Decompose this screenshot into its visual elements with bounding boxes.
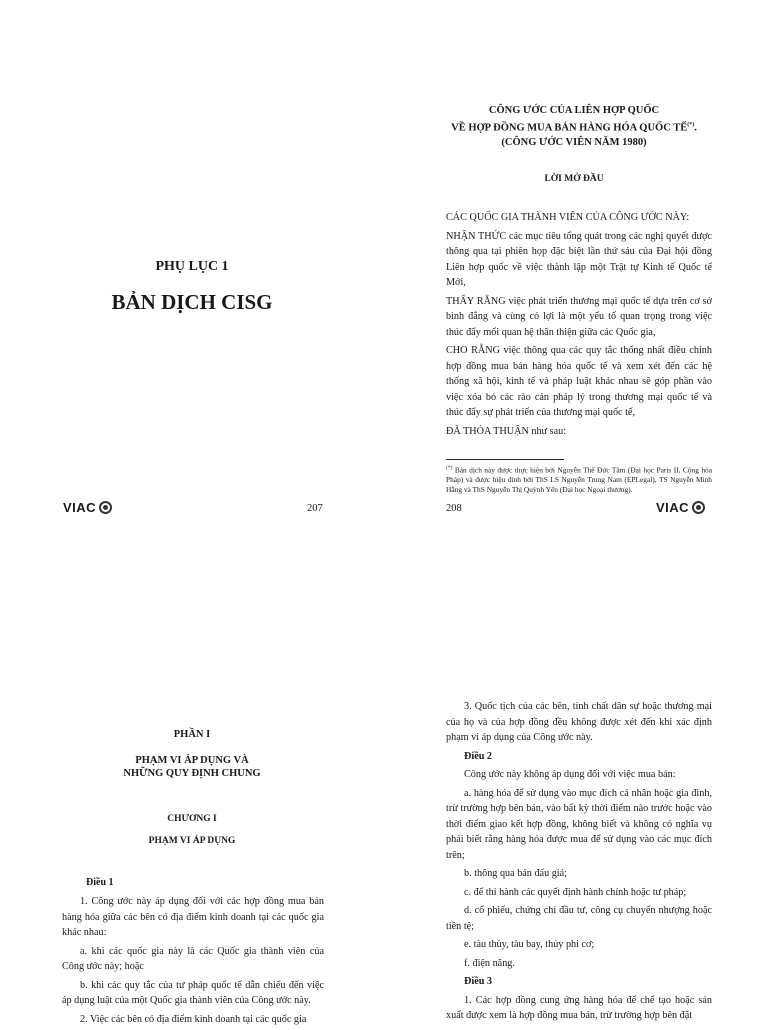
title-line-3: (CÔNG ƯỚC VIÊN NĂM 1980) xyxy=(501,136,647,148)
page-210 xyxy=(384,520,768,1024)
chapter-heading: CHƯƠNG I xyxy=(167,814,217,824)
clause: d. cổ phiếu, chứng chỉ đầu tư, công cụ chuyển nhượng hoặc tiền tệ; xyxy=(446,905,712,932)
clause: b. khi các quy tắc của tư pháp quốc tế dẫn chiếu đến việc áp dụng luật của một Quốc gia thành viên của Công ước này. xyxy=(62,979,324,1006)
preamble-paragraph: CHO RẰNG việc thông qua các quy tắc thống nhất điều chỉnh hợp đồng mua bán hàng hóa quốc tế và xem xét đến các hệ thống xã hội, kinh tế và pháp luật khác nhau sẽ góp phần vào việc xóa bỏ các rào cản pháp lý trong thương mại quốc tế và thúc đẩy sự phát triển của thương mại quốc tế, xyxy=(446,345,712,418)
viac-logo: VIAC xyxy=(656,500,705,515)
part-title: PHẠM VI ÁP DỤNG VÀ NHỮNG QUY ĐỊNH CHUNG xyxy=(123,755,261,779)
clause: a. khi các quốc gia này là các Quốc gia thành viên của Công ước này; hoặc xyxy=(62,945,324,972)
article-body xyxy=(62,894,324,1030)
article-heading: Điều 2 xyxy=(464,750,493,762)
footnote-ref: (*) xyxy=(687,122,695,128)
clause: 1. Các hợp đồng cung ứng hàng hóa để chế tạo hoặc sản xuất được xem là hợp đồng mua bán, trừ trường hợp bên đặt xyxy=(446,994,712,1021)
viac-emblem-icon xyxy=(99,501,112,514)
page-207 xyxy=(0,0,384,520)
appendix-heading: PHỤ LỤC 1 xyxy=(155,259,229,274)
clause: 3. Quốc tịch của các bên, tính chất dân sự hoặc thương mại của họ và của hợp đồng đều không được xét đến khi xác định phạm vi áp dụng của Công ước này. xyxy=(446,701,712,743)
preamble-paragraph: THẤY RẰNG việc phát triển thương mại quốc tế dựa trên cơ sở bình đẳng và cùng có lợi là một yếu tố quan trọng trong việc thúc đẩy mối quan hệ thân thiện giữa các Quốc gia, xyxy=(446,295,712,338)
viac-emblem-icon xyxy=(692,501,705,514)
clause: c. để thi hành các quyết định hành chính hoặc tư pháp; xyxy=(464,886,687,898)
convention-title xyxy=(424,104,724,150)
clause: e. tàu thủy, tàu bay, thủy phi cơ; xyxy=(464,939,595,950)
page-number: 207 xyxy=(307,503,323,514)
footnote-marker: (*) xyxy=(446,465,453,471)
page-208 xyxy=(384,0,768,520)
page-number: 208 xyxy=(446,503,462,514)
page-209 xyxy=(0,520,384,1024)
clause: 1. Công ước này áp dụng đối với các hợp đồng mua bán hàng hóa giữa các bên có địa điểm kinh doanh tại các quốc gia khác nhau: xyxy=(62,896,324,938)
footnote xyxy=(446,463,712,495)
article-heading: Điều 3 xyxy=(464,976,493,987)
preamble-heading: LỜI MỞ ĐẦU xyxy=(544,174,604,184)
clause: a. hàng hóa để sử dụng vào mục đích cá nhân hoặc gia đình, trừ trường hợp bên bán, vào bất kỳ thời điểm nào trước hoặc vào thời điểm giao kết hợp đồng, không biết và không có nghĩa vụ phải biết rằng hàng hóa được mua để sử dụng vào các mục đích trên; xyxy=(446,787,712,861)
footnote-rule xyxy=(446,459,564,460)
clause: b. thông qua bán đấu giá; xyxy=(464,868,567,879)
article-heading: Điều 1 xyxy=(86,877,114,888)
viac-logo: VIAC xyxy=(63,500,112,515)
preamble-paragraph: CÁC QUỐC GIA THÀNH VIÊN CỦA CÔNG ƯỚC NÀY: xyxy=(446,212,690,223)
clause: Công ước này không áp dụng đối với việc mua bán: xyxy=(464,769,676,780)
preamble-paragraph: ĐÃ THỎA THUẬN như sau: xyxy=(446,425,567,437)
chapter-title: PHẠM VI ÁP DỤNG xyxy=(148,836,236,846)
article-body xyxy=(446,699,712,1027)
preamble-paragraph: NHẬN THỨC các mục tiêu tổng quát trong các nghị quyết được thông qua tại phiên họp đặc biệt lần thứ sáu của Đại hội đồng Liên hợp quốc về việc thành lập một Trật tự Kinh tế Quốc tế Mới, xyxy=(446,230,712,288)
footnote-text: Bản dịch này được thực hiện bởi Nguyễn Thế Đức Tâm (Đại học Paris II, Cộng hòa Pháp) và được hiệu đính bởi ThS LS Nguyễn Trung Nam (EPLegal), TS Nguyễn Minh Hằng và ThS Nguyễn Thị Quỳnh Yến (Đại học Ngoại thương). xyxy=(446,465,712,495)
part-heading: PHẦN I xyxy=(173,729,211,740)
clause: f. điện năng. xyxy=(464,957,515,969)
appendix-title: BẢN DỊCH CISG xyxy=(111,290,273,314)
title-line-2: VỀ HỢP ĐỒNG MUA BÁN HÀNG HÓA QUỐC TẾ(*). xyxy=(451,122,697,134)
preamble-body xyxy=(446,210,712,442)
title-line-1: CÔNG ƯỚC CỦA LIÊN HỢP QUỐC xyxy=(488,105,660,116)
clause: 2. Việc các bên có địa điểm kinh doanh tại các quốc gia xyxy=(80,1013,307,1025)
